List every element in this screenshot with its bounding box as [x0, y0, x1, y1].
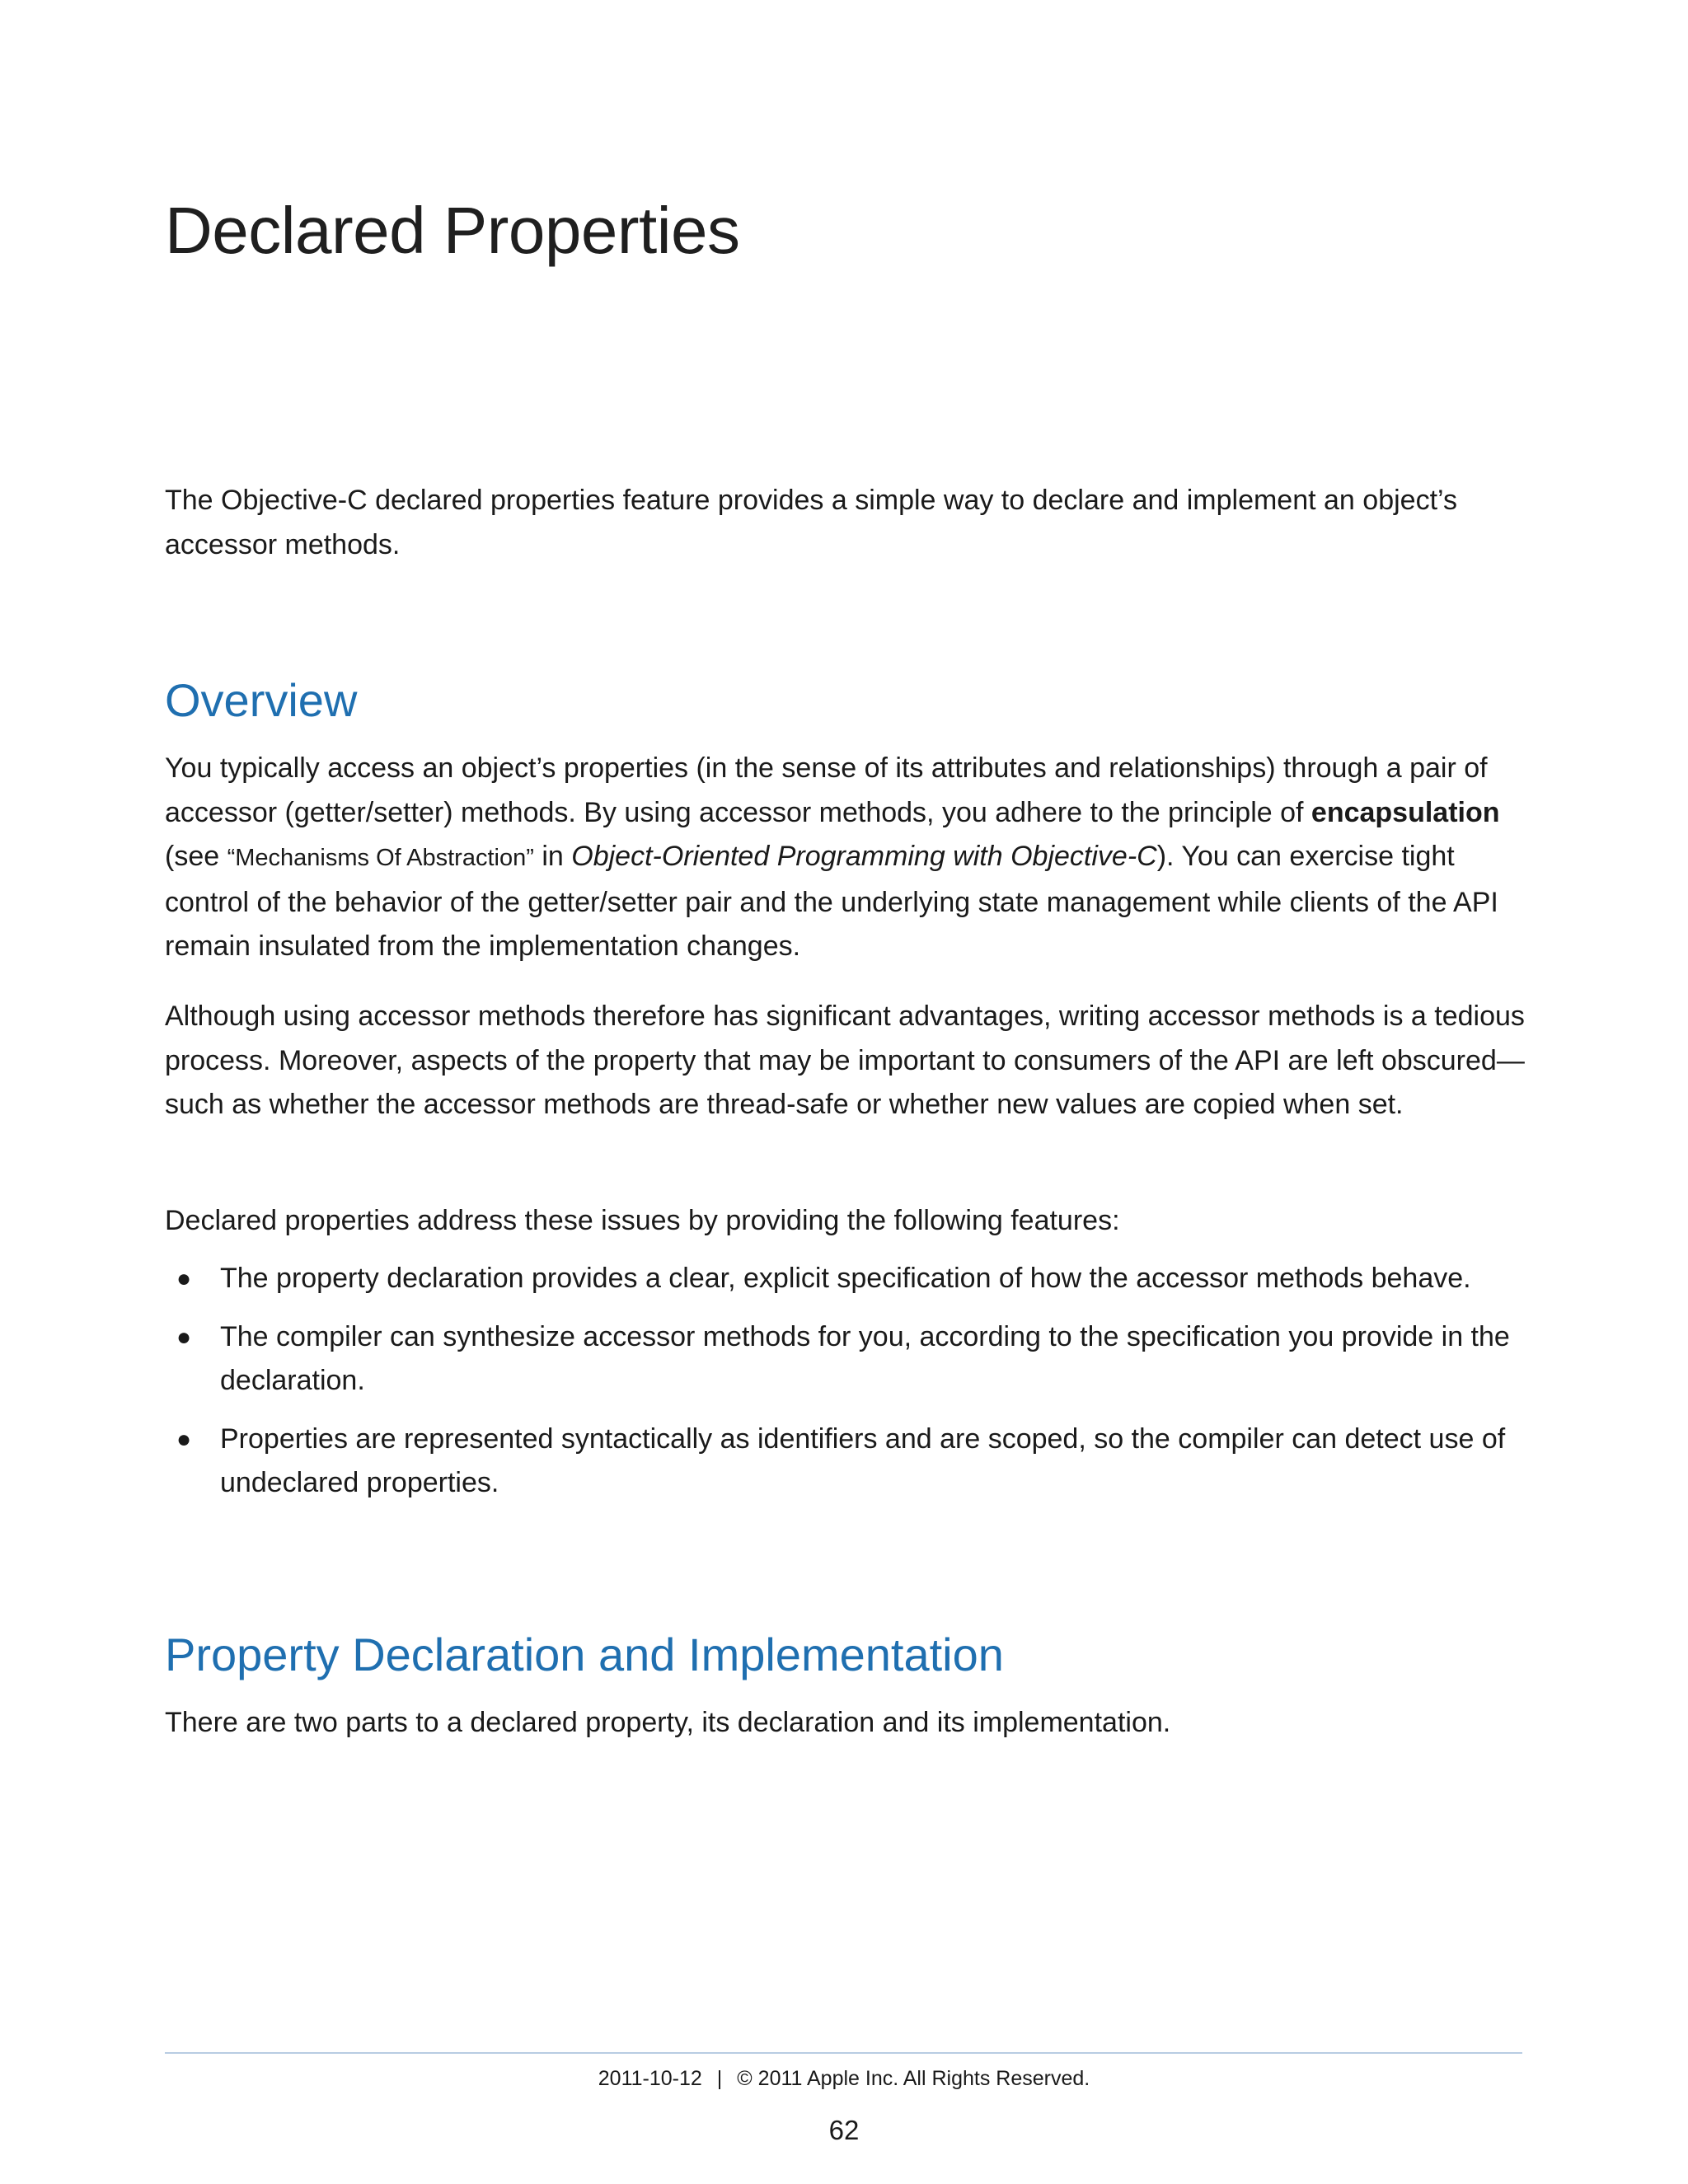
features-list — [165, 1257, 1525, 1520]
encapsulation-term: encapsulation — [1311, 796, 1500, 828]
overview-heading: Overview — [165, 674, 358, 726]
mechanisms-of-abstraction-link[interactable]: “Mechanisms Of Abstraction” — [227, 845, 534, 871]
bullet-icon: ● — [176, 1323, 192, 1351]
overview-p1-text: You typically access an object’s properties (in the sense of its attributes and relationships) through a pair of accessor (getter/setter) methods. By using accessor methods, you adhere to the principle of — [165, 752, 1488, 828]
list-item — [165, 1315, 1525, 1404]
bullet-icon: ● — [176, 1265, 192, 1292]
list-item-text: Properties are represented syntactically as identifiers and are scoped, so the compiler can detect use of undeclared properties. — [220, 1422, 1506, 1498]
page-number: 62 — [828, 2115, 860, 2145]
overview-paragraph-1 — [165, 747, 1525, 969]
overview-p1-see: (see — [165, 841, 227, 872]
property-declaration-heading: Property Declaration and Implementation — [165, 1629, 1004, 1680]
footer-separator: | — [716, 2067, 723, 2090]
oop-book-title: Object-Oriented Programming with Objective-C — [571, 841, 1157, 872]
footer-copyright: © 2011 Apple Inc. All Rights Reserved. — [737, 2067, 1090, 2090]
page-footer — [0, 2067, 1688, 2091]
bullet-icon: ● — [176, 1425, 192, 1453]
footer-date: 2011-10-12 — [598, 2067, 702, 2090]
list-item-text: The compiler can synthesize accessor methods for you, according to the specification you provide in the declaration. — [220, 1320, 1510, 1396]
overview-p1-in: in — [533, 841, 572, 872]
footer-divider — [165, 2052, 1522, 2054]
chapter-title: Declared Properties — [165, 194, 740, 267]
list-item — [165, 1257, 1525, 1301]
property-section-paragraph: There are two parts to a declared property, its declaration and its implementation. — [165, 1707, 1171, 1738]
overview-paragraph-3: Declared properties address these issues by providing the following features: — [165, 1205, 1120, 1236]
list-item-text: The property declaration provides a clear, explicit specification of how the accessor methods behave. — [220, 1263, 1471, 1294]
list-item — [165, 1418, 1525, 1506]
intro-paragraph: The Objective-C declared properties feature provides a simple way to declare and implement an object’s accessor methods. — [165, 485, 1457, 560]
overview-paragraph-2: Although using accessor methods therefore has significant advantages, writing accessor methods is a tedious process. Moreover, aspects of the property that may be important to consumers of the API are left obscured—such as whether the accessor methods are thread-safe or whether new values are copied when set. — [165, 1001, 1525, 1120]
overview-p1-after: ). You can exercise tight control of the behavior of the getter/setter pair and the underlying state management while clients of the API remain insulated from the implementation changes. — [165, 841, 1498, 962]
